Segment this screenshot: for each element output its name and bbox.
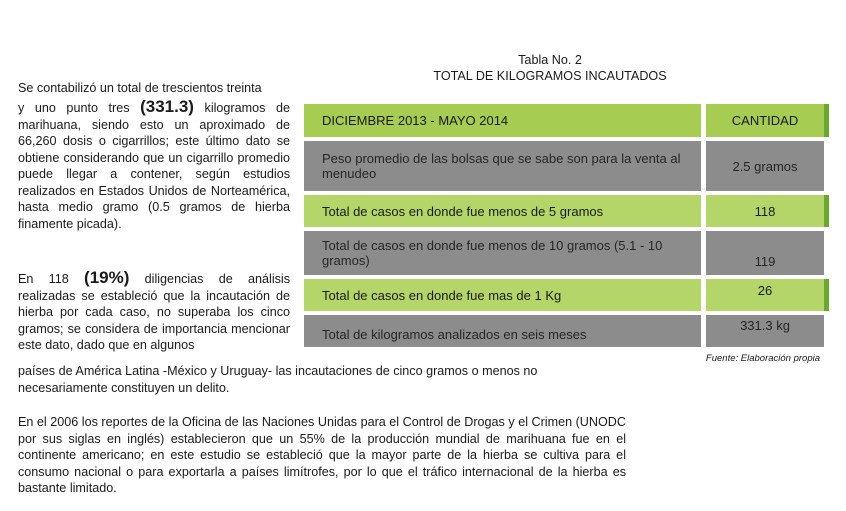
- header-edge: [824, 104, 829, 137]
- table-caption-number: Tabla No. 2: [518, 53, 582, 67]
- row-value: 118: [706, 195, 824, 227]
- row-label: Peso promedio de las bolsas que se sabe son para la venta al menudeo: [304, 141, 701, 191]
- paragraph-3: En el 2006 los reportes de la Oficina de las Naciones Unidas para el Control de Drogas y el Crimen (UNODC por sus siglas en inglés) establecieron que un 55% de la producción mundial de marihuana fue en el continente americano; en este estudio se estableció que la mayor parte de la hierba se cultiva para el consumo nacional o para exportarla a países limítrofes, por lo que el tráfico internacional de la hierba es bastante limitado.: [18, 415, 626, 495]
- paragraph-1-pre: y uno punto tres: [18, 101, 141, 115]
- row-label: Total de casos en donde fue menos de 10 gramos (5.1 - 10 gramos): [304, 231, 701, 275]
- row-value: 2.5 gramos: [706, 141, 824, 191]
- row-label: Total de casos en donde fue mas de 1 Kg: [304, 279, 701, 311]
- row-label: Total de kilogramos analizados en seis meses: [304, 315, 701, 347]
- row-value: 331.3 kg: [706, 315, 824, 347]
- table-row: [304, 315, 827, 347]
- paragraph-2-post: diligencias de análisis realizadas se estableció que la incautación de hierba por cada caso, no superaba los cinco gramos; se considera de importancia mencionar este dato, dado que en algunos: [18, 272, 291, 352]
- paragraph-2-pre: En 118: [18, 272, 85, 286]
- header-period: DICIEMBRE 2013 - MAYO 2014: [304, 104, 701, 137]
- table-row: [304, 231, 827, 275]
- paragraph-2-bold: (19%): [84, 268, 130, 287]
- paragraph-1: [18, 99, 290, 232]
- table-caption-title: TOTAL DE KILOGRAMOS INCAUTADOS: [433, 69, 667, 83]
- table-row: [304, 195, 827, 227]
- row-edge: [824, 279, 829, 311]
- row-edge: [824, 195, 829, 227]
- row-label: Total de casos en donde fue menos de 5 gramos: [304, 195, 701, 227]
- row-value: 26: [706, 279, 824, 311]
- table-row: [304, 279, 827, 311]
- header-quantity: CANTIDAD: [706, 104, 824, 137]
- paragraph-1-first-line: Se contabilizó un total de trescientos treinta: [18, 81, 262, 95]
- table-row: [304, 141, 827, 191]
- table-source: Fuente: Elaboración propia: [705, 353, 820, 364]
- paragraph-1-post: kilogramos de marihuana, siendo esto un aproximado de 66,260 dosis o cigarrillos; este último dato se obtiene considerando que un cigarrillo promedio puede llegar a contener, según estudios realizados en Estados Unidos de Norteamérica, hasta medio gramo (0.5 gramos de hierba finamente picada).: [18, 101, 290, 231]
- paragraph-2: [18, 270, 290, 354]
- row-value: 119: [706, 231, 824, 275]
- paragraph-2-continued: países de América Latina -México y Uruguay- las incautaciones de cinco gramos o menos no necesariamente constituyen un delito.: [18, 364, 538, 395]
- paragraph-1-bold: (331.3): [140, 97, 194, 116]
- table-header-row: [304, 104, 827, 137]
